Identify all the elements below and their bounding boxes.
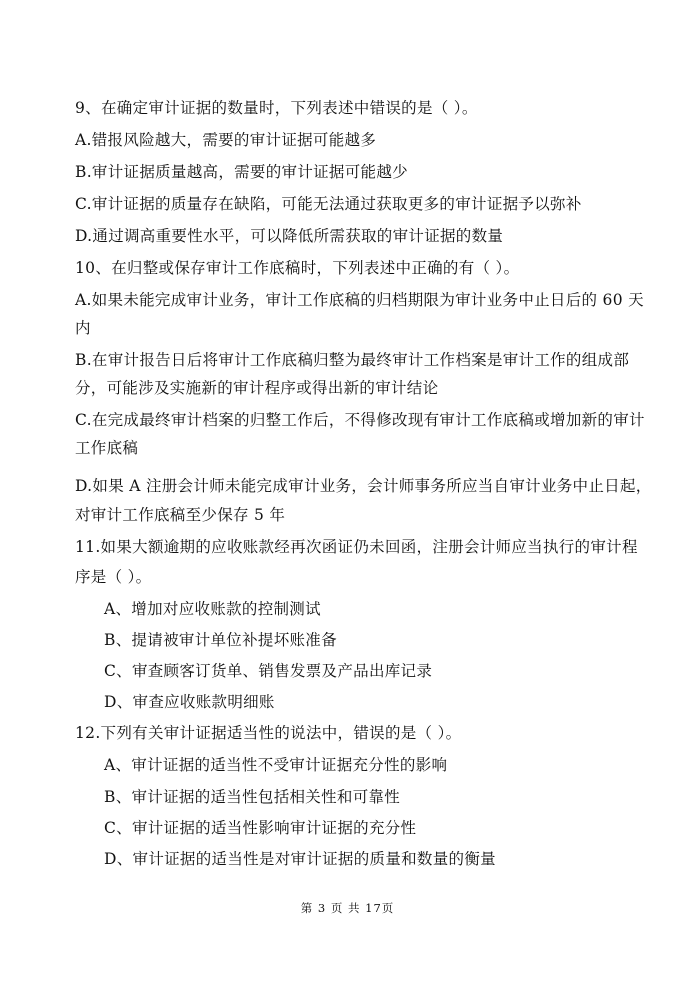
question-9-option-b: B.审计证据质量越高，需要的审计证据可能越少 (75, 163, 408, 181)
question-10-option-c-line2: 工作底稿 (75, 439, 139, 457)
question-10-option-b-line2: 分，可能涉及实施新的审计程序或得出新的审计结论 (75, 379, 439, 397)
question-12-option-c: C、审计证据的适当性影响审计证据的充分性 (104, 819, 417, 837)
question-10-option-d-line2: 对审计工作底稿至少保存 5 年 (75, 506, 286, 524)
question-11-option-c: C、审查顾客订货单、销售发票及产品出库记录 (104, 662, 433, 680)
question-10-option-a-line1: A.如果未能完成审计业务，审计工作底稿的归档期限为审计业务中止日后的 60 天 (75, 291, 644, 309)
question-11-stem-line2: 序是（ ）。 (75, 568, 152, 586)
question-11-stem-line1: 11.如果大额逾期的应收账款经再次函证仍未回函，注册会计师应当执行的审计程 (75, 538, 638, 556)
question-11-option-a: A、增加对应收账款的控制测试 (104, 600, 321, 618)
question-9-option-a: A.错报风险越大，需要的审计证据可能越多 (75, 131, 377, 149)
question-10-stem: 10、在归整或保存审计工作底稿时，下列表述中正确的有（ ）。 (75, 259, 520, 277)
question-11-option-b: B、提请被审计单位补提坏账准备 (104, 631, 337, 649)
question-11-option-d: D、审查应收账款明细账 (104, 693, 275, 711)
question-9-option-c: C.审计证据的质量存在缺陷，可能无法通过获取更多的审计证据予以弥补 (75, 195, 582, 213)
question-12-option-d: D、审计证据的适当性是对审计证据的质量和数量的衡量 (104, 850, 496, 868)
question-10-option-c-line1: C.在完成最终审计档案的归整工作后，不得修改现有审计工作底稿或增加新的审计 (75, 411, 645, 429)
question-9-option-d: D.通过调高重要性水平，可以降低所需获取的审计证据的数量 (75, 227, 504, 245)
question-12-option-b: B、审计证据的适当性包括相关性和可靠性 (104, 788, 401, 806)
question-12-option-a: A、审计证据的适当性不受审计证据充分性的影响 (104, 756, 448, 774)
question-10-option-b-line1: B.在审计报告日后将审计工作底稿归整为最终审计工作档案是审计工作的组成部 (75, 351, 630, 369)
page-number-footer: 第 3 页 共 17页 (300, 901, 395, 915)
question-10-option-a-line2: 内 (75, 319, 91, 337)
question-9-stem: 9、在确定审计证据的数量时，下列表述中错误的是（ ）。 (75, 99, 478, 117)
question-12-stem: 12.下列有关审计证据适当性的说法中，错误的是（ ）。 (75, 724, 462, 742)
question-10-option-d-line1: D.如果 A 注册会计师未能完成审计业务，会计师事务所应当自审计业务中止日起， (75, 477, 652, 495)
